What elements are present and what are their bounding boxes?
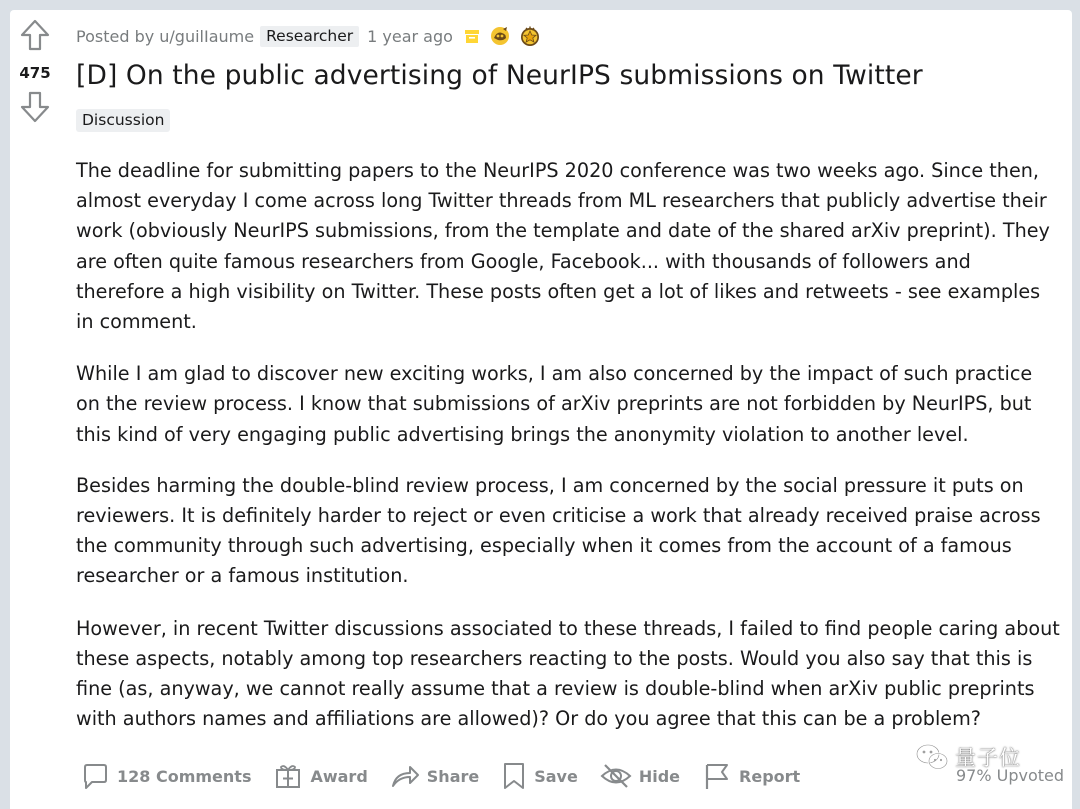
save-button[interactable] <box>493 758 586 794</box>
post-meta <box>76 23 549 49</box>
hide-label: Hide <box>638 766 681 786</box>
flag-icon <box>702 761 732 791</box>
post-card <box>10 10 1072 809</box>
post-body <box>76 156 1062 756</box>
award-label: Award <box>310 766 368 786</box>
comment-bubble-icon <box>80 761 110 791</box>
vote-score: 475 <box>19 64 51 82</box>
bookmark-icon <box>501 761 527 791</box>
downvote-arrow-icon[interactable] <box>19 90 51 124</box>
eye-off-icon <box>600 761 632 791</box>
wechat-logo-icon <box>915 743 949 771</box>
save-label: Save <box>534 766 578 786</box>
paragraph: The deadline for submitting papers to the NeurIPS 2020 conference was two weeks ago. Since then, almost everyday I come across long Twitter threads from ML researchers that publicly advertise their work (obviously NeurIPS submissions, from the template and date of the shared arXiv preprint). They are often quite famous researchers from Google, Facebook... with thousands of followers and therefore a high visibility on Twitter. These posts often get a lot of likes and retweets - see examples in comment. <box>76 159 1050 334</box>
gold-award-icon[interactable] <box>519 25 541 47</box>
share-label: Share <box>426 766 480 786</box>
hide-button[interactable] <box>592 758 688 794</box>
post-action-bar <box>76 758 814 794</box>
vote-column <box>10 10 64 150</box>
archived-box-icon <box>463 27 481 45</box>
report-label: Report <box>739 766 801 786</box>
helpful-award-icon[interactable] <box>489 25 511 47</box>
paragraph: However, in recent Twitter discussions associated to these threads, I failed to find people caring about these aspects, notably among top researchers reacting to the posts. Would you also say that this is fine (as, anyway, we cannot really assume that a review is double-blind when arXiv public preprints with authors names and affiliations are allowed)? Or do you agree that this can be a problem? <box>76 616 1060 731</box>
post-flair[interactable]: Discussion <box>76 109 170 132</box>
posted-by-author[interactable]: Posted by u/guilIaume <box>76 26 255 46</box>
share-button[interactable] <box>382 758 487 794</box>
share-arrow-icon <box>390 761 420 791</box>
upvote-arrow-icon[interactable] <box>19 18 51 52</box>
watermark-text: 量子位 <box>955 746 1021 770</box>
report-button[interactable] <box>694 758 808 794</box>
paragraph: While I am glad to discover new exciting works, I am also concerned by the impact of such practice on the review process. I know that submissions of arXiv preprints are not forbidden by NeurIPS, but this kind of very engaging public advertising brings the anonymity violation to another level. <box>76 362 1033 446</box>
user-flair: Researcher <box>260 26 359 47</box>
paragraph: Besides harming the double-blind review process, I am concerned by the social pressure it puts on reviewers. It is definitely harder to reject or even criticise a work that already received praise across the community through such advertising, especially when it comes from the account of a famous researcher or a famous institution. <box>76 473 1041 588</box>
comments-label: 128 Comments <box>117 766 252 786</box>
gift-icon <box>273 761 303 791</box>
award-button[interactable] <box>265 758 375 794</box>
comments-button[interactable] <box>76 758 259 794</box>
watermark <box>915 742 1021 772</box>
post-timestamp[interactable]: 1 year ago <box>367 26 453 46</box>
post-title[interactable]: [D] On the public advertising of NeurIPS submissions on Twitter <box>76 60 923 91</box>
upvote-ratio: 97% Upvoted <box>956 766 1065 785</box>
